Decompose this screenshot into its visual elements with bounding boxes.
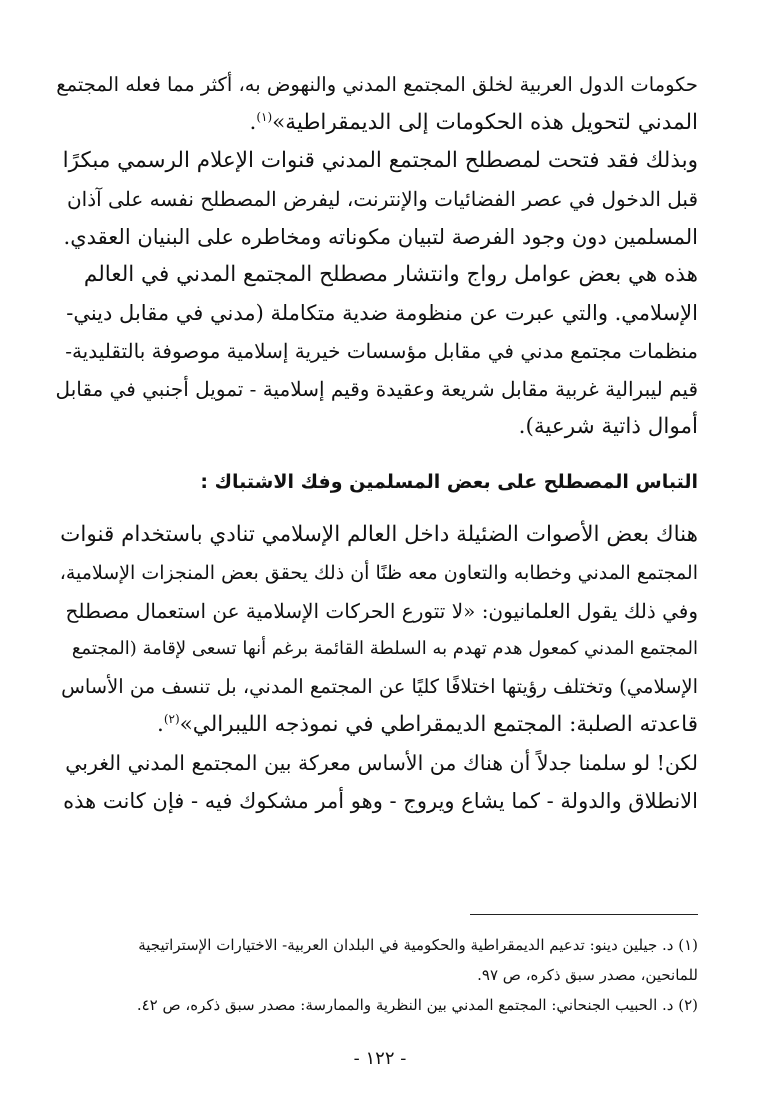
- page-body: [56, 66, 698, 820]
- paragraph-text: المدني لتحويل هذه الحكومات إلى الديمقراطية»: [272, 110, 698, 135]
- paragraph-2: [56, 142, 698, 256]
- section-heading: التباس المصطلح على بعض المسلمين وفك الاشتباك :: [200, 471, 698, 493]
- paragraph-line: المجتمع المدني كمعول هدم تهدم به السلطة القائمة برغم أنها تسعى لإقامة (المجتمع: [71, 638, 698, 659]
- paragraph-line: قيم ليبرالية غربية مقابل شريعة وعقيدة وقيم إسلامية - تمويل أجنبي في مقابل: [55, 377, 698, 401]
- paragraph-line: الإسلامي. والتي عبرت عن منظومة ضدية متكاملة (مدني في مقابل ديني-: [66, 301, 698, 325]
- paragraph-line: منظمات مجتمع مدني في مقابل مؤسسات خيرية إسلامية موصوفة بالتقليدية-: [65, 339, 698, 363]
- footnote-line: (٢) د. الحبيب الجنحاني: المجتمع المدني بين النظرية والممارسة: مصدر سبق ذكره، ص ٤٢.: [136, 996, 698, 1014]
- paragraph-line: هناك بعض الأصوات الضئيلة داخل العالم الإسلامي تنادي باستخدام قنوات: [60, 522, 698, 547]
- page-number: - ١٢٢ -: [353, 1048, 407, 1069]
- paragraph-3: [56, 256, 698, 446]
- footnotes: [56, 930, 698, 1020]
- footnote-line: (١) د. جيلين دينو: تدعيم الديمقراطية والحكومية في البلدان العربية- الاختيارات الإستراتيجية: [138, 936, 698, 954]
- sentence-end: .: [249, 110, 257, 135]
- paragraph-line: أموال ذاتية شرعية).: [518, 414, 698, 439]
- footnote-2: [56, 990, 698, 1020]
- paragraph-4: [56, 516, 698, 744]
- paragraph-line: لكن! لو سلمنا جدلاً أن هناك من الأساس معركة بين المجتمع المدني الغربي: [65, 751, 698, 775]
- footnote-1: [56, 930, 698, 990]
- paragraph-line: الانطلاق والدولة - كما يشاع ويروج - وهو أمر مشكوك فيه - فإن كانت هذه: [63, 789, 698, 813]
- footnote-line: للمانحين، مصدر سبق ذكره، ص ٩٧.: [477, 966, 698, 984]
- paragraph-line: [56, 706, 698, 744]
- paragraph-line: المسلمين دون وجود الفرصة لتبيان مكوناته ومخاطره على البنيان العقدي.: [63, 225, 698, 249]
- paragraph-text: قاعدته الصلبة: المجتمع الديمقراطي في نموذجه الليبرالي»: [179, 712, 698, 737]
- footnote-reference-1[interactable]: (١): [256, 109, 273, 124]
- paragraph-line: وبذلك فقد فتحت لمصطلح المجتمع المدني قنوات الإعلام الرسمي مبكرًا: [62, 148, 698, 173]
- paragraph-1: [56, 66, 698, 142]
- paragraph-line: حكومات الدول العربية لخلق المجتمع المدني والنهوض به، أكثر مما فعله المجتمع: [56, 73, 698, 96]
- paragraph-line: المجتمع المدني وخطابه والتعاون معه ظنًا أن ذلك يحقق بعض المنجزات الإسلامية،: [59, 562, 698, 584]
- paragraph-line: وفي ذلك يقول العلمانيون: «لا تتورع الحركات الإسلامية عن استعمال مصطلح: [65, 599, 698, 623]
- paragraph-line: قبل الدخول في عصر الفضائيات والإنترنت، ليفرض المصطلح نفسه على آذان: [66, 187, 698, 211]
- paragraph-5: [56, 744, 698, 820]
- paragraph-line: [56, 104, 698, 142]
- paragraph-line: هذه هي بعض عوامل رواج وانتشار مصطلح المجتمع المدني في العالم: [83, 262, 698, 287]
- footnote-divider: [470, 914, 698, 915]
- sentence-end: .: [156, 712, 164, 737]
- paragraph-line: الإسلامي) وتختلف رؤيتها اختلافًا كليًا عن المجتمع المدني، بل تنسف من الأساس: [61, 675, 698, 698]
- footnote-reference-2[interactable]: (٢): [163, 711, 180, 726]
